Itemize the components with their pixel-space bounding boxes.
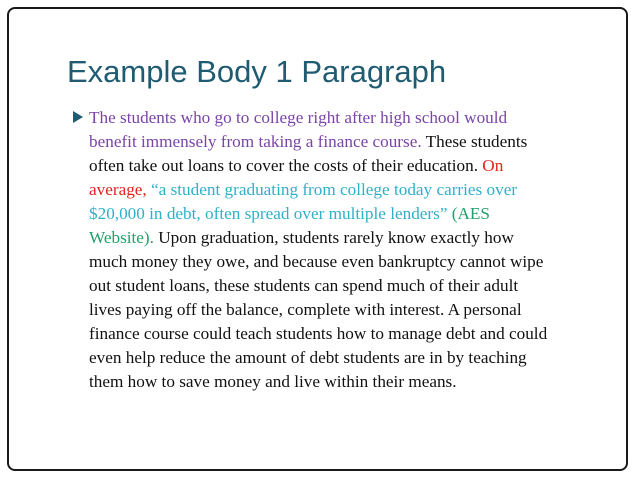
slide-title: Example Body 1 Paragraph [67,54,447,89]
paragraph-line [89,370,609,394]
text-segment: them how to save money and live within their means. [89,372,457,391]
paragraph-line [89,250,609,274]
text-segment: finance course could teach students how to manage debt and could [89,324,548,343]
paragraph-line [89,202,609,226]
paragraph-line [89,322,609,346]
text-segment: The students who go to college right after high school would [89,108,508,127]
text-segment: out student loans, these students can spend much of their adult [89,276,519,295]
paragraph-line [89,274,609,298]
text-segment: average, [89,180,152,199]
paragraph-line [89,106,609,130]
text-segment: Upon graduation, students rarely know exactly how [153,228,514,247]
text-segment: Website). [89,228,154,247]
paragraph-line [89,178,609,202]
text-segment: much money they owe, and because even bankruptcy cannot wipe [89,252,544,271]
text-segment: On [482,156,504,175]
bullet-arrow-icon [72,110,84,124]
text-segment: (AES [451,204,490,223]
text-segment: These students [421,132,528,151]
paragraph-line [89,154,609,178]
paragraph-line [89,226,609,250]
body-paragraph [89,106,609,394]
text-segment: “a student graduating from college today carries over [151,180,518,199]
text-segment: $20,000 in debt, often spread over multiple lenders” [89,204,452,223]
text-segment: often take out loans to cover the costs of their education. [89,156,483,175]
paragraph-line [89,346,609,370]
paragraph-line [89,298,609,322]
paragraph-line [89,130,609,154]
text-segment: lives paying off the balance, complete with interest. A personal [89,300,522,319]
text-segment: benefit immensely from taking a finance course. [89,132,422,151]
text-segment: even help reduce the amount of debt students are in by teaching [89,348,527,367]
